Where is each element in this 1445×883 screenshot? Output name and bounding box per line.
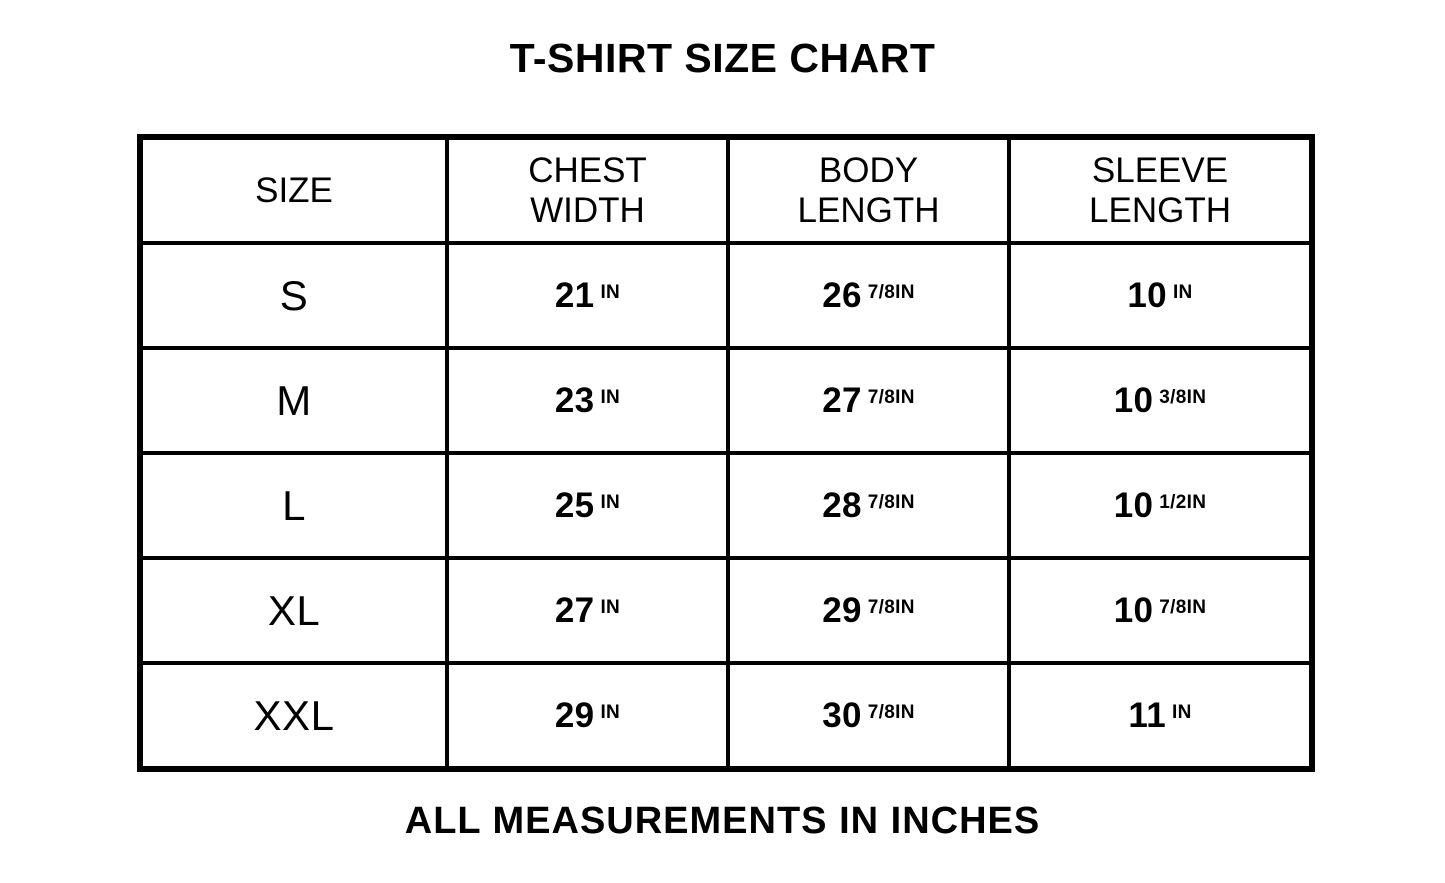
measurement-unit: IN <box>600 491 621 513</box>
cell-size <box>140 348 447 453</box>
measurement-value: 28 <box>822 485 862 525</box>
measurement-chest <box>555 381 620 421</box>
measurement-unit: 7/8IN <box>867 491 915 513</box>
measurement-chest <box>555 696 620 736</box>
cell-size <box>140 243 447 348</box>
measurement-body <box>822 696 914 736</box>
cell-sleeve-length <box>1009 558 1312 663</box>
measurement-value: 10 <box>1113 485 1154 525</box>
measurement-unit: IN <box>600 596 621 618</box>
measurement-chest <box>555 486 620 526</box>
measurement-unit: 7/8IN <box>867 281 915 303</box>
measurement-note: ALL MEASUREMENTS IN INCHES <box>404 800 1041 842</box>
cell-body-length <box>728 558 1009 663</box>
cell-body-length <box>728 663 1009 769</box>
size-chart-table <box>137 134 1315 772</box>
column-header-body-line1: BODY <box>818 151 919 191</box>
cell-size <box>140 558 447 663</box>
measurement-unit: 3/8IN <box>1159 386 1207 408</box>
measurement-body <box>822 276 914 316</box>
cell-size <box>140 453 447 558</box>
measurement-value: 29 <box>554 695 595 735</box>
cell-sleeve-length <box>1009 348 1312 453</box>
measurement-sleeve <box>1128 696 1191 736</box>
measurement-value: 10 <box>1113 590 1154 630</box>
cell-sleeve-length <box>1009 453 1312 558</box>
measurement-unit: 1/2IN <box>1159 491 1207 513</box>
size-label: XXL <box>253 691 335 739</box>
measurement-value: 29 <box>822 590 862 630</box>
cell-body-length <box>728 453 1009 558</box>
measurement-value: 26 <box>822 275 862 315</box>
column-header-sleeve-line1: SLEEVE <box>1091 151 1229 191</box>
cell-sleeve-length <box>1009 663 1312 769</box>
measurement-unit: IN <box>600 386 621 408</box>
column-header-body-length <box>728 137 1009 243</box>
cell-body-length <box>728 348 1009 453</box>
table-row <box>140 243 1312 348</box>
size-label: L <box>282 481 306 529</box>
column-header-size <box>140 137 447 243</box>
table-row <box>140 558 1312 663</box>
measurement-value: 30 <box>822 695 862 735</box>
cell-chest-width <box>447 663 728 769</box>
measurement-body <box>822 591 914 631</box>
cell-chest-width <box>447 243 728 348</box>
column-header-chest-line1: CHEST <box>528 151 647 191</box>
cell-chest-width <box>447 558 728 663</box>
table-row <box>140 348 1312 453</box>
measurement-value: 27 <box>554 590 595 630</box>
measurement-unit: 7/8IN <box>867 386 915 408</box>
measurement-chest <box>555 591 620 631</box>
measurement-value: 21 <box>554 275 595 315</box>
measurement-unit: IN <box>1172 281 1193 303</box>
column-header-chest-line2: WIDTH <box>530 190 645 230</box>
table-header-row <box>140 137 1312 243</box>
cell-chest-width <box>447 348 728 453</box>
measurement-value: 10 <box>1113 380 1154 420</box>
cell-size <box>140 663 447 769</box>
measurement-unit: IN <box>1172 701 1192 723</box>
measurement-sleeve <box>1127 276 1192 316</box>
measurement-value: 10 <box>1127 275 1167 315</box>
measurement-value: 11 <box>1128 695 1166 735</box>
size-chart-table-wrapper <box>137 134 1309 772</box>
column-header-body-line2: LENGTH <box>797 190 940 230</box>
column-header-sleeve-length <box>1009 137 1312 243</box>
cell-sleeve-length <box>1009 243 1312 348</box>
measurement-value: 25 <box>554 485 595 525</box>
column-header-chest-width <box>447 137 728 243</box>
page-title: T-SHIRT SIZE CHART <box>509 35 936 81</box>
measurement-unit: 7/8IN <box>1159 596 1207 618</box>
cell-body-length <box>728 243 1009 348</box>
measurement-value: 27 <box>822 380 862 420</box>
measurement-unit: IN <box>600 281 621 303</box>
measurement-unit: 7/8IN <box>867 596 915 618</box>
column-header-sleeve-line2: LENGTH <box>1089 190 1231 230</box>
column-header-size-line1: SIZE <box>255 170 333 210</box>
measurement-unit: IN <box>600 701 621 723</box>
measurement-unit: 7/8IN <box>867 701 915 723</box>
cell-chest-width <box>447 453 728 558</box>
table-row <box>140 453 1312 558</box>
size-label: XL <box>267 586 321 634</box>
measurement-value: 23 <box>554 380 595 420</box>
measurement-chest <box>555 276 620 316</box>
measurement-sleeve <box>1114 381 1206 421</box>
measurement-body <box>822 486 914 526</box>
size-label: M <box>276 376 312 424</box>
measurement-sleeve <box>1114 486 1206 526</box>
measurement-sleeve <box>1114 591 1206 631</box>
measurement-body <box>822 381 914 421</box>
size-label: S <box>279 271 309 319</box>
table-row <box>140 663 1312 769</box>
